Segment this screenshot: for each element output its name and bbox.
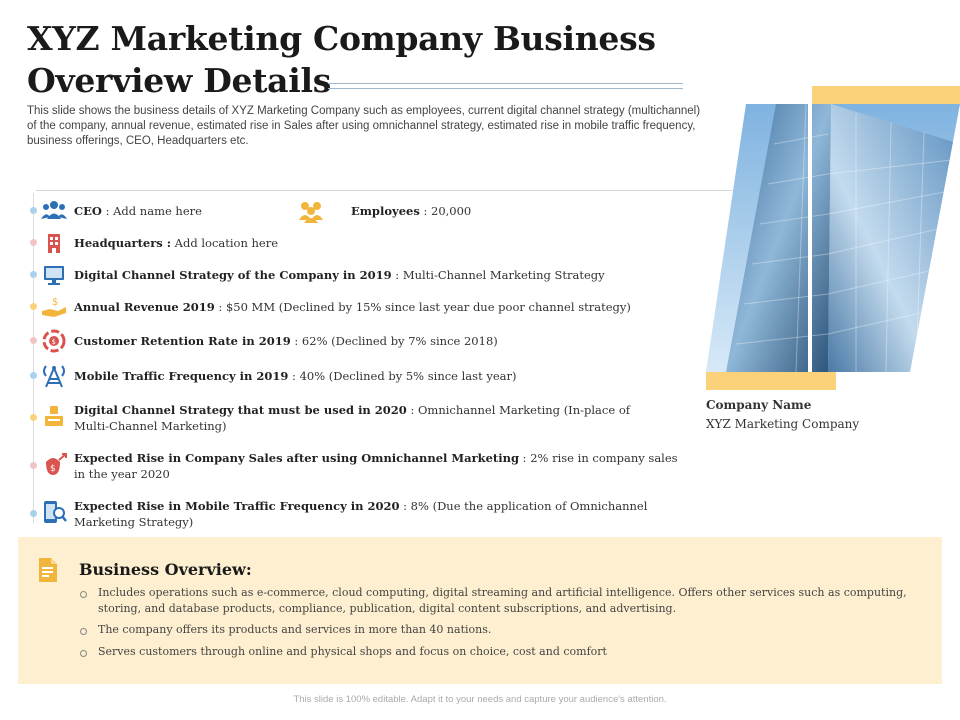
ceo-value: : Add name here	[105, 204, 202, 218]
retention-label: Customer Retention Rate in 2019	[74, 334, 291, 348]
strategy-2019-label: Digital Channel Strategy of the Company in 2019	[74, 268, 392, 282]
accent-bar-top	[812, 86, 960, 104]
document-icon	[34, 556, 62, 584]
slide-description: This slide shows the business details of XYZ Marketing Company such as employees, current digital channel strategy (multichannel) of the company, annual revenue, estimated rise in Sales after using omnichannel strategy, estimated rise in mobile traffic frequency, business offerings, CEO, Headquarters etc.	[27, 105, 701, 147]
revenue-label: Annual Revenue 2019	[74, 300, 215, 314]
timeline-dot	[30, 207, 37, 214]
business-overview-title: Business Overview:	[79, 560, 252, 579]
sales-rise-detail	[74, 450, 678, 482]
group-icon	[297, 200, 325, 224]
timeline-dot	[30, 510, 37, 517]
retention-detail	[74, 333, 498, 349]
bullet	[80, 591, 87, 598]
timeline-dot	[30, 337, 37, 344]
timeline-dot	[30, 239, 37, 246]
strategy-icon	[40, 404, 68, 428]
strategy-2019-detail	[74, 267, 605, 283]
timeline-dot	[30, 414, 37, 421]
footer-note: This slide is 100% editable. Adapt it to your needs and capture your audience's attention.	[293, 694, 667, 705]
svg-text:$: $	[52, 297, 59, 308]
mobile-traffic-value: : 40% (Declined by 5% since last year)	[292, 369, 517, 383]
svg-text:$: $	[51, 338, 56, 346]
timeline-dot	[30, 271, 37, 278]
revenue-detail	[74, 299, 631, 315]
business-overview-item: Includes operations such as e-commerce, cloud computing, digital streaming and artificial intelligence. Offers other services such as computing, storing, and database products, compliance, publication, digital content subscriptions, and advertising.	[98, 586, 907, 615]
svg-text:$: $	[50, 464, 56, 474]
headquarters-value: Add location here	[174, 236, 279, 250]
company-name-label: Company Name	[706, 398, 812, 412]
mobile-rise-value-cont: Marketing Strategy)	[74, 515, 194, 529]
strategy-2020-detail	[74, 402, 630, 434]
mobile-search-icon	[40, 500, 68, 524]
mobile-traffic-label: Mobile Traffic Frequency in 2019	[74, 369, 289, 383]
timeline-dot	[30, 372, 37, 379]
bullet	[80, 628, 87, 635]
strategy-2020-value-cont: Multi-Channel Marketing)	[74, 419, 227, 433]
sales-rise-value-cont: in the year 2020	[74, 467, 170, 481]
money-bag-icon	[40, 452, 68, 476]
ceo-detail	[74, 203, 202, 219]
antenna-icon	[40, 364, 68, 388]
title-underline	[328, 83, 683, 89]
retention-icon	[40, 329, 68, 353]
building-photo	[706, 104, 960, 372]
divider	[36, 190, 733, 191]
sales-rise-label: Expected Rise in Company Sales after using Omnichannel Marketing	[74, 451, 520, 465]
employees-detail	[351, 203, 471, 219]
team-icon	[40, 199, 68, 223]
headquarters-label: Headquarters :	[74, 236, 171, 250]
timeline-dot	[30, 462, 37, 469]
mobile-rise-label: Expected Rise in Mobile Traffic Frequency in 2020	[74, 499, 400, 513]
bullet	[80, 650, 87, 657]
money-hand-icon	[40, 295, 68, 319]
headquarters-detail	[74, 235, 278, 251]
timeline-dot	[30, 303, 37, 310]
strategy-2020-value: : Omnichannel Marketing (In-place of	[410, 403, 630, 417]
employees-value: : 20,000	[423, 204, 472, 218]
strategy-2019-value: : Multi-Channel Marketing Strategy	[395, 268, 605, 282]
retention-value: : 62% (Declined by 7% since 2018)	[294, 334, 498, 348]
ceo-label: CEO	[74, 204, 102, 218]
company-name-value: XYZ Marketing Company	[706, 417, 860, 431]
mobile-rise-value: : 8% (Due the application of Omnichannel	[403, 499, 648, 513]
strategy-2020-label: Digital Channel Strategy that must be used in 2020	[74, 403, 407, 417]
business-overview-item: Serves customers through online and physical shops and focus on choice, cost and comfort	[98, 645, 607, 658]
employees-label: Employees	[351, 204, 420, 218]
business-overview-item: The company offers its products and services in more than 40 nations.	[98, 623, 492, 636]
monitor-icon	[40, 263, 68, 287]
mobile-traffic-detail	[74, 368, 517, 384]
accent-bar-bottom	[706, 370, 836, 390]
building-icon	[40, 231, 68, 255]
mobile-rise-detail	[74, 498, 647, 530]
sales-rise-value: : 2% rise in company sales	[522, 451, 678, 465]
revenue-value: : $50 MM (Declined by 15% since last year due poor channel strategy)	[218, 300, 631, 314]
slide-title: XYZ Marketing Company Business Overview Details	[27, 19, 656, 100]
